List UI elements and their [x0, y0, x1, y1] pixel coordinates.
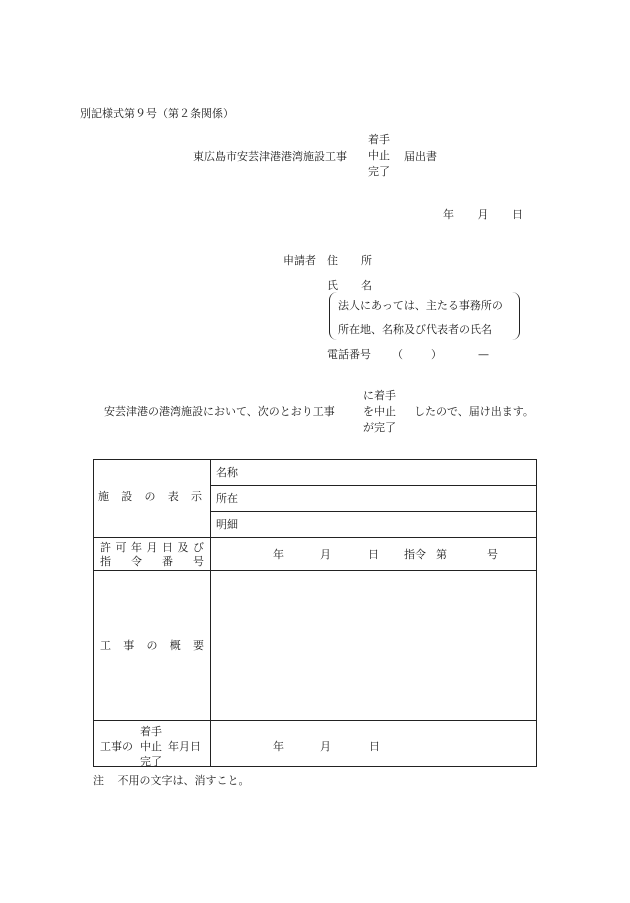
permit-header-char: 月: [146, 541, 158, 554]
permit-number-prefix: 第: [436, 548, 447, 561]
body-option-start: に着手: [363, 389, 396, 402]
permit-header-char: 番: [162, 555, 173, 568]
permit-directive: 指令: [404, 548, 426, 561]
phone-paren-close: ）: [431, 348, 442, 361]
permit-header-char: 指: [100, 555, 111, 568]
work-option-suspend: 中止: [140, 740, 162, 753]
overview-header-char: 工: [100, 639, 111, 652]
table-row-divider: [93, 537, 537, 538]
work-date-label-suffix: 年月日: [168, 740, 201, 753]
address-label-char: 住: [327, 254, 338, 267]
permit-header-char: 号: [193, 555, 204, 568]
submission-date: [443, 209, 525, 220]
document-title: 東広島市安芸津港港湾施設工事: [193, 150, 347, 163]
work-date-label-prefix: 工事の: [100, 740, 133, 753]
facility-header-char: 表: [167, 490, 179, 503]
title-option-suspend: 中止: [368, 149, 390, 162]
title-option-complete: 完了: [368, 165, 390, 178]
facility-header-char: 施: [98, 490, 109, 503]
date-year: 年: [443, 208, 454, 221]
body-option-complete: が完了: [363, 421, 396, 434]
phone-paren-open: （: [392, 348, 403, 361]
address-label: [327, 255, 372, 266]
facility-detail-label: 明細: [216, 518, 238, 531]
permit-header-char: 可: [115, 541, 127, 554]
table-row-divider: [210, 485, 537, 486]
permit-header-char: 及: [177, 541, 189, 554]
footnote-text: 不用の文字は、消すこと。: [117, 774, 250, 787]
permit-header-char: 日: [162, 541, 173, 554]
address-label-char: 所: [361, 254, 372, 267]
body-option-suspend: を中止: [363, 405, 396, 418]
permit-header-char: 許: [100, 541, 111, 554]
document-title-suffix: 届出書: [404, 150, 437, 163]
facility-header: [98, 491, 202, 502]
footnote: [93, 775, 250, 786]
permit-header-line2: [100, 556, 204, 567]
permit-header-char: び: [193, 541, 204, 554]
facility-header-char: 設: [121, 490, 133, 503]
title-option-start: 着手: [368, 133, 390, 146]
work-day: 日: [369, 740, 380, 753]
overview-header-char: の: [146, 639, 158, 652]
facility-name-label: 名称: [216, 466, 238, 479]
date-month: 月: [477, 208, 489, 221]
permit-header-line1: [100, 542, 204, 553]
phone-label: 電話番号: [327, 348, 371, 361]
name-label-char: 氏: [327, 279, 338, 292]
permit-header-char: 令: [131, 555, 142, 568]
phone-dash: —: [478, 348, 489, 361]
permit-month: 月: [320, 548, 331, 561]
title-options: [368, 134, 390, 177]
facility-location-label: 所在: [216, 492, 238, 505]
table-row-divider: [210, 511, 537, 512]
table-row-divider: [93, 720, 537, 721]
date-day: 日: [512, 208, 523, 221]
facility-header-char: の: [144, 490, 156, 503]
corporation-note-line1: 法人にあっては、主たる事務所の: [338, 299, 503, 312]
work-date-options: [140, 726, 162, 767]
work-option-start: 着手: [140, 725, 162, 738]
footnote-marker: 注: [93, 774, 104, 787]
corporation-note-line2: 所在地、名称及び代表者の氏名: [338, 323, 492, 336]
facility-header-char: 示: [191, 490, 202, 503]
name-label: [327, 280, 372, 291]
table-row-divider: [93, 570, 537, 571]
overview-header-char: 概: [169, 639, 181, 652]
name-label-char: 名: [361, 279, 372, 292]
work-option-complete: 完了: [140, 755, 162, 768]
overview-header-char: 事: [123, 639, 135, 652]
applicant-label: 申請者: [283, 254, 316, 267]
body-text-after: したので、届け出ます。: [414, 405, 534, 418]
body-options: [363, 390, 396, 433]
work-month: 月: [320, 740, 331, 753]
permit-number-suffix: 号: [487, 548, 498, 561]
permit-day: 日: [368, 548, 379, 561]
body-text-before: 安芸津港の港湾施設において、次のとおり工事: [104, 405, 335, 418]
work-overview-header: [100, 640, 204, 651]
permit-header-char: 年: [131, 541, 142, 554]
form-number: 別記様式第９号（第２条関係）: [80, 107, 234, 120]
permit-year: 年: [273, 548, 284, 561]
overview-header-char: 要: [193, 639, 204, 652]
work-year: 年: [273, 740, 284, 753]
